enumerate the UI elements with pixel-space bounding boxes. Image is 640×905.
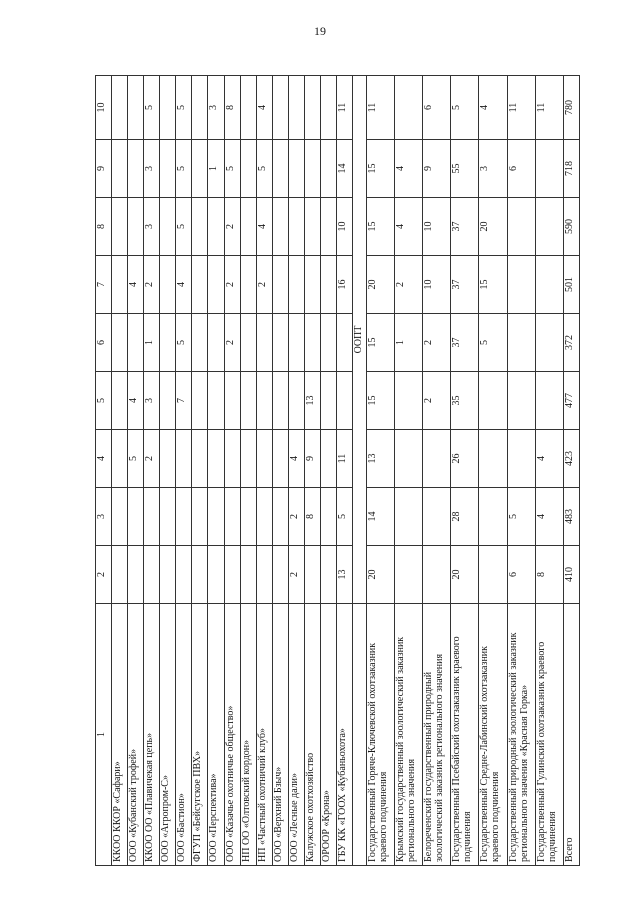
table-cell: [192, 198, 208, 256]
table-cell: [507, 256, 535, 314]
table-cell: [479, 372, 507, 430]
table-cell: 2: [144, 430, 160, 488]
table-row: [479, 76, 507, 866]
table-cell: [320, 372, 336, 430]
table-cell: [535, 372, 563, 430]
table-cell: [112, 140, 128, 198]
table-cell: [272, 488, 288, 546]
row-name: ООО «Верхний Бзыч»: [272, 604, 288, 866]
table-cell: [320, 140, 336, 198]
table-cell: 2: [423, 314, 451, 372]
table-cell: [336, 372, 352, 430]
table-cell: [288, 76, 304, 140]
table-cell: [395, 488, 423, 546]
table-cell: 13: [367, 430, 395, 488]
table-cell: [144, 546, 160, 604]
row-name: НП «Частный охотничий клуб»: [256, 604, 272, 866]
table-cell: [507, 314, 535, 372]
table-cell: [507, 198, 535, 256]
table-cell: 11: [507, 76, 535, 140]
row-name: Государственный Средне-Лабинский охотзаказник краевого подчинения: [479, 604, 507, 866]
table-header-row: [96, 76, 112, 866]
column-header: 1: [96, 604, 112, 866]
table-cell: [535, 198, 563, 256]
table-cell: 37: [451, 198, 479, 256]
table-cell: 5: [128, 430, 144, 488]
column-header: 4: [96, 430, 112, 488]
table-cell: [395, 76, 423, 140]
table-cell: 9: [304, 430, 320, 488]
row-name: ООО «Агропром-С»: [160, 604, 176, 866]
row-name: Белореченский государственный природный зоологический заказник регионального значения: [423, 604, 451, 866]
table-cell: [160, 372, 176, 430]
table-cell: [192, 488, 208, 546]
table-cell: 13: [336, 546, 352, 604]
table-cell: [272, 314, 288, 372]
table-cell: [128, 546, 144, 604]
table-cell: 15: [367, 198, 395, 256]
table-cell: 8: [535, 546, 563, 604]
table-cell: 5: [336, 488, 352, 546]
data-table-rotated: [95, 76, 580, 866]
table-cell: [272, 198, 288, 256]
table-cell: [208, 314, 224, 372]
table-cell: 1: [208, 140, 224, 198]
table-cell: [112, 314, 128, 372]
table-row: [192, 76, 208, 866]
table-cell: [224, 372, 240, 430]
table-cell: 14: [336, 140, 352, 198]
table-cell: 55: [451, 140, 479, 198]
table-cell: 15: [367, 314, 395, 372]
table-cell: 15: [367, 372, 395, 430]
table-cell: 2: [224, 198, 240, 256]
table-row: [395, 76, 423, 866]
table-cell: 718: [563, 140, 579, 198]
table-cell: 3: [144, 140, 160, 198]
row-name: ООО «Перспектива»: [208, 604, 224, 866]
table-row: [288, 76, 304, 866]
table-row: [112, 76, 128, 866]
table-cell: 6: [507, 546, 535, 604]
table-cell: [192, 140, 208, 198]
table-cell: 2: [423, 372, 451, 430]
column-header: 8: [96, 198, 112, 256]
table-cell: [256, 546, 272, 604]
column-header: 6: [96, 314, 112, 372]
row-name: ГБУ КК «ГООХ «Кубаньохота»: [336, 604, 352, 866]
row-name: ФГУП «Бейсугское ПВХ»: [192, 604, 208, 866]
table-cell: 20: [367, 546, 395, 604]
table-cell: [256, 430, 272, 488]
row-name: Государственный Гулинский охотзаказник краевого подчинения: [535, 604, 563, 866]
column-header: 5: [96, 372, 112, 430]
table-cell: 15: [367, 140, 395, 198]
table-cell: [288, 198, 304, 256]
table-cell: [479, 430, 507, 488]
table-cell: [240, 546, 256, 604]
row-name: ООО «Лесные дали»: [288, 604, 304, 866]
table-cell: 2: [395, 256, 423, 314]
row-name: Калужское охотхозяйство: [304, 604, 320, 866]
row-name: ООО «Казачье охотничье общество»: [224, 604, 240, 866]
table-cell: [507, 372, 535, 430]
table-cell: 372: [563, 314, 579, 372]
table-row: [320, 76, 336, 866]
table-cell: 37: [451, 256, 479, 314]
table-cell: 8: [224, 76, 240, 140]
table-cell: [192, 372, 208, 430]
table-cell: 501: [563, 256, 579, 314]
section-row: [353, 76, 367, 866]
table-cell: [240, 488, 256, 546]
table-cell: [304, 140, 320, 198]
table-cell: 780: [563, 76, 579, 140]
table-cell: [240, 314, 256, 372]
table-cell: 3: [208, 76, 224, 140]
table-cell: [320, 198, 336, 256]
table-cell: [272, 76, 288, 140]
table-row: [367, 76, 395, 866]
table-cell: 3: [144, 198, 160, 256]
table-cell: [272, 140, 288, 198]
table-cell: [320, 488, 336, 546]
table-cell: 1: [144, 314, 160, 372]
table-cell: [320, 314, 336, 372]
table-row: [304, 76, 320, 866]
table-cell: 4: [395, 198, 423, 256]
table-cell: [112, 256, 128, 314]
table-cell: 5: [144, 76, 160, 140]
row-name: Государственный Псебайский охотзаказник краевого подчинения: [451, 604, 479, 866]
table-cell: 8: [304, 488, 320, 546]
table-cell: 5: [224, 140, 240, 198]
table-cell: [272, 546, 288, 604]
table-cell: [192, 430, 208, 488]
table-cell: 20: [451, 546, 479, 604]
table-cell: 5: [451, 76, 479, 140]
column-header: 7: [96, 256, 112, 314]
table-cell: [192, 314, 208, 372]
table-cell: [208, 430, 224, 488]
table-cell: [144, 488, 160, 546]
table-cell: 4: [176, 256, 192, 314]
table-cell: [395, 430, 423, 488]
table-cell: 10: [423, 256, 451, 314]
table-cell: [176, 488, 192, 546]
table-cell: [208, 256, 224, 314]
table-cell: 4: [128, 256, 144, 314]
table-row: [272, 76, 288, 866]
table-cell: [176, 430, 192, 488]
table-cell: [256, 372, 272, 430]
table-cell: [304, 314, 320, 372]
table-cell: [160, 140, 176, 198]
table-row: [224, 76, 240, 866]
table-cell: 15: [479, 256, 507, 314]
page-number: 19: [314, 24, 326, 38]
table-cell: 28: [451, 488, 479, 546]
table-cell: 11: [336, 430, 352, 488]
table-cell: 6: [423, 76, 451, 140]
table-cell: 3: [479, 140, 507, 198]
table-cell: [395, 372, 423, 430]
table-cell: [192, 76, 208, 140]
table-row: [128, 76, 144, 866]
table-cell: [240, 198, 256, 256]
table-cell: 2: [144, 256, 160, 314]
table-cell: [128, 76, 144, 140]
table-cell: [208, 546, 224, 604]
table-cell: [176, 546, 192, 604]
row-name: Крымский государственный зоологический заказник регионального значения: [395, 604, 423, 866]
table-cell: [320, 76, 336, 140]
table-cell: 7: [176, 372, 192, 430]
table-cell: [160, 430, 176, 488]
table-cell: [192, 256, 208, 314]
table-cell: [112, 546, 128, 604]
table-cell: [224, 546, 240, 604]
row-name: Всего: [563, 604, 579, 866]
table-cell: [423, 546, 451, 604]
table-cell: [304, 76, 320, 140]
column-header: 9: [96, 140, 112, 198]
table-cell: [240, 76, 256, 140]
table-cell: 10: [423, 198, 451, 256]
table-cell: 11: [367, 76, 395, 140]
table-cell: 4: [479, 76, 507, 140]
table-cell: [479, 546, 507, 604]
table-cell: [208, 372, 224, 430]
table-cell: [256, 488, 272, 546]
table-cell: [128, 140, 144, 198]
table-cell: [112, 430, 128, 488]
table-row: [336, 76, 352, 866]
table-cell: [240, 372, 256, 430]
table-cell: 2: [224, 314, 240, 372]
table-row: [176, 76, 192, 866]
table-cell: [160, 546, 176, 604]
table-cell: 26: [451, 430, 479, 488]
table-cell: 4: [256, 198, 272, 256]
table-cell: [160, 256, 176, 314]
table-row: [208, 76, 224, 866]
table-cell: [128, 198, 144, 256]
table-cell: [208, 198, 224, 256]
table-cell: 5: [176, 314, 192, 372]
table-cell: 37: [451, 314, 479, 372]
row-name: ООО «Бастион»: [176, 604, 192, 866]
table-cell: 9: [423, 140, 451, 198]
table-cell: 2: [288, 488, 304, 546]
table-cell: [272, 256, 288, 314]
row-name: НП ОО «Олтовский кордон»: [240, 604, 256, 866]
table-cell: [395, 546, 423, 604]
table-row: [535, 76, 563, 866]
table-cell: 10: [336, 198, 352, 256]
table-cell: [535, 314, 563, 372]
table-cell: 4: [128, 372, 144, 430]
table-cell: [256, 314, 272, 372]
table-cell: [272, 430, 288, 488]
column-header: 10: [96, 76, 112, 140]
table-cell: [192, 546, 208, 604]
table-cell: [128, 314, 144, 372]
row-name: Государственный Горяче-Ключевской охотзаказник краевого подчинения: [367, 604, 395, 866]
table-cell: [288, 140, 304, 198]
table-cell: [535, 256, 563, 314]
row-name: ОРООР «Крона»: [320, 604, 336, 866]
table-cell: [304, 256, 320, 314]
table-cell: [240, 256, 256, 314]
table-cell: 5: [176, 76, 192, 140]
table-cell: 483: [563, 488, 579, 546]
table-cell: 4: [256, 76, 272, 140]
table-cell: [112, 488, 128, 546]
table-cell: [288, 256, 304, 314]
table-cell: 4: [395, 140, 423, 198]
table-cell: [320, 256, 336, 314]
table-cell: [224, 488, 240, 546]
table-cell: [336, 314, 352, 372]
table-cell: [320, 546, 336, 604]
table-cell: [479, 488, 507, 546]
row-name: Государственный природный зоологический заказник регионального значения «Красная Горка»: [507, 604, 535, 866]
table-cell: [160, 76, 176, 140]
table-cell: 4: [288, 430, 304, 488]
table-row: [240, 76, 256, 866]
column-header: 3: [96, 488, 112, 546]
table-cell: [112, 76, 128, 140]
table-cell: [112, 198, 128, 256]
table-cell: 35: [451, 372, 479, 430]
row-name: ККОО ОО «Плавичекая цепь»: [144, 604, 160, 866]
table-row: [507, 76, 535, 866]
table-cell: 423: [563, 430, 579, 488]
table-cell: [535, 140, 563, 198]
table-cell: [304, 546, 320, 604]
table-row: [160, 76, 176, 866]
table-cell: 1: [395, 314, 423, 372]
table-cell: 590: [563, 198, 579, 256]
table-row: [144, 76, 160, 866]
table-cell: [112, 372, 128, 430]
data-table: [95, 75, 580, 866]
table-cell: 11: [336, 76, 352, 140]
table-cell: [423, 488, 451, 546]
table-cell: 477: [563, 372, 579, 430]
table-cell: 16: [336, 256, 352, 314]
table-cell: [208, 488, 224, 546]
table-cell: 2: [256, 256, 272, 314]
table-cell: [224, 430, 240, 488]
table-cell: [353, 604, 367, 866]
table-cell: [507, 430, 535, 488]
table-row: [451, 76, 479, 866]
table-cell: 5: [176, 198, 192, 256]
table-cell: 5: [256, 140, 272, 198]
table-cell: [160, 314, 176, 372]
table-cell: 11: [535, 76, 563, 140]
table-cell: [160, 198, 176, 256]
table-cell: 4: [535, 488, 563, 546]
table-row: [256, 76, 272, 866]
table-cell: [272, 372, 288, 430]
table-cell: 5: [176, 140, 192, 198]
table-cell: 4: [535, 430, 563, 488]
table-cell: 5: [507, 488, 535, 546]
table-cell: [320, 430, 336, 488]
table-cell: 2: [288, 546, 304, 604]
table-cell: 6: [507, 140, 535, 198]
table-cell: [288, 372, 304, 430]
table-cell: [240, 140, 256, 198]
table-cell: 14: [367, 488, 395, 546]
table-cell: [304, 198, 320, 256]
column-header: 2: [96, 546, 112, 604]
table-cell: 20: [367, 256, 395, 314]
table-row: [563, 76, 579, 866]
table-cell: 2: [224, 256, 240, 314]
table-cell: [160, 488, 176, 546]
row-name: ККОО ККОР «Сафари»: [112, 604, 128, 866]
table-row: [423, 76, 451, 866]
table-cell: [240, 430, 256, 488]
section-label: ООПТ: [353, 76, 367, 604]
table-cell: 13: [304, 372, 320, 430]
table-cell: 20: [479, 198, 507, 256]
table-cell: [423, 430, 451, 488]
table-cell: [288, 314, 304, 372]
table-cell: 3: [144, 372, 160, 430]
table-cell: 5: [479, 314, 507, 372]
table-cell: 410: [563, 546, 579, 604]
row-name: ООО «Кубанский трофей»: [128, 604, 144, 866]
table-cell: [128, 488, 144, 546]
